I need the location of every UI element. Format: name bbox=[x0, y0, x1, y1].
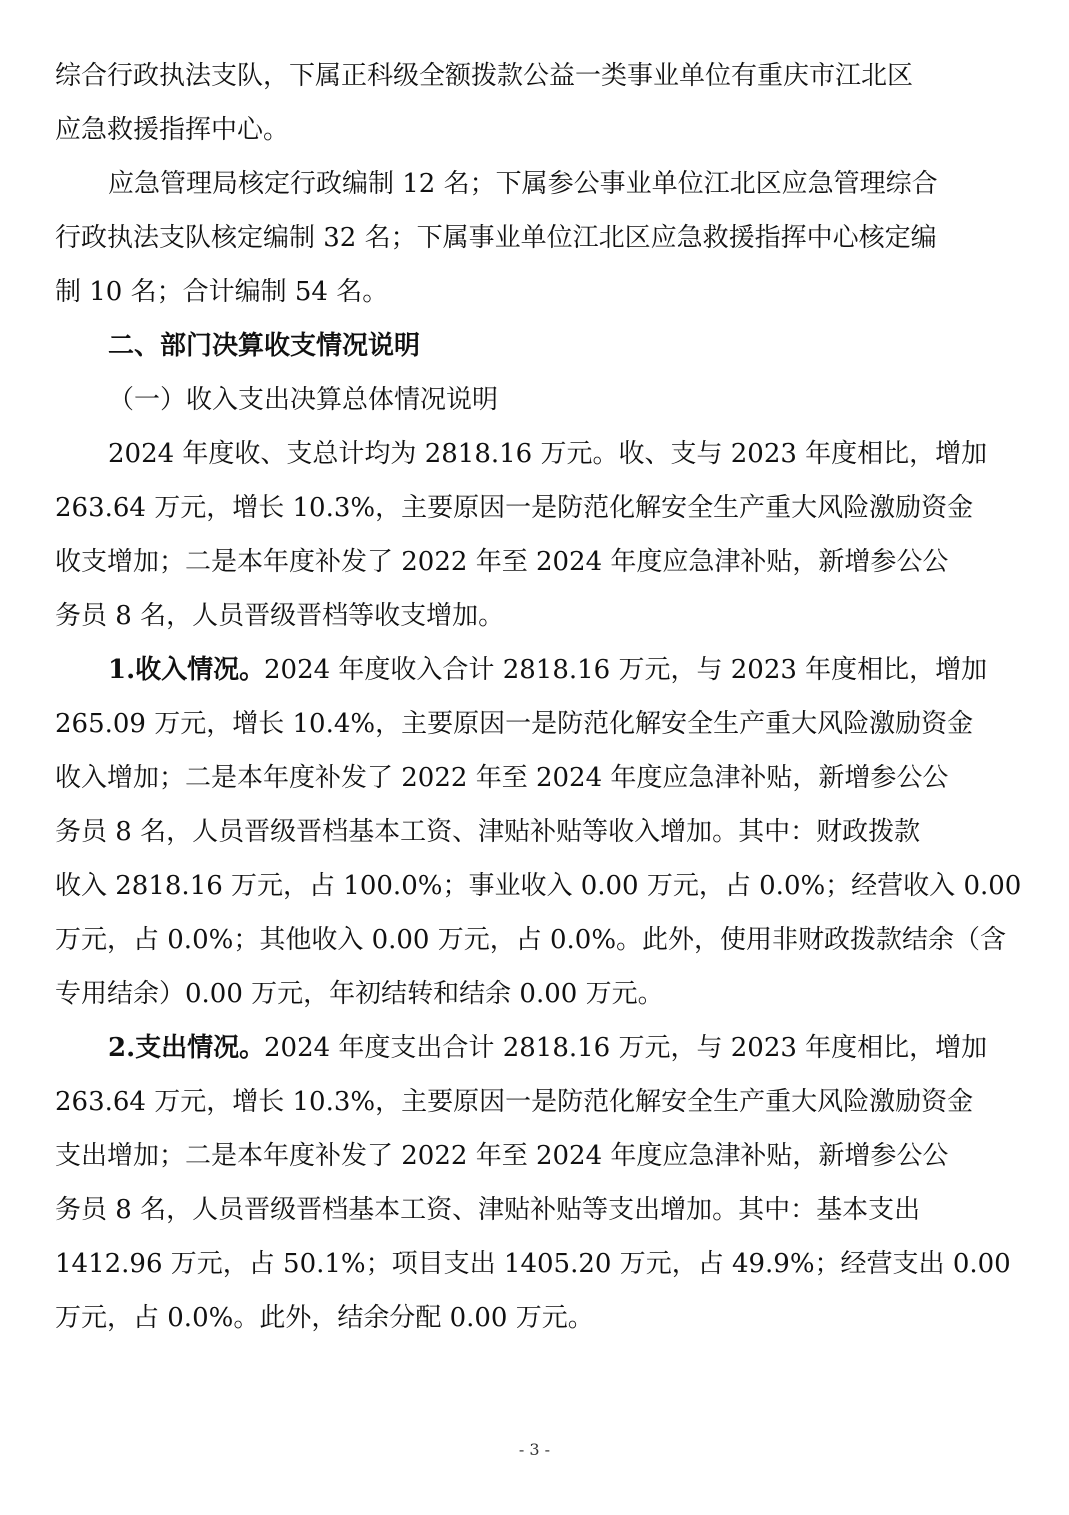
section-heading: 二、部门决算收支情况说明 bbox=[108, 331, 421, 361]
income-lead: 1.收入情况。 bbox=[108, 655, 266, 685]
income-paragraph-line-5: 收入 2818.16 万元，占 100.0%；事业收入 0.00 万元，占 0.0%；经营收入 0.00 bbox=[55, 871, 1022, 901]
income-paragraph-line-3: 收入增加；二是本年度补发了 2022 年至 2024 年度应急津补贴，新增参公公 bbox=[55, 763, 949, 793]
subsection-heading: （一）收入支出决算总体情况说明 bbox=[108, 385, 499, 415]
income-paragraph-line-2: 265.09 万元，增长 10.4%，主要原因一是防范化解安全生产重大风险激励资金 bbox=[55, 709, 974, 739]
expense-paragraph-line-6: 万元，占 0.0%。此外，结余分配 0.00 万元。 bbox=[55, 1303, 594, 1333]
paragraph-3-line-2: 263.64 万元，增长 10.3%，主要原因一是防范化解安全生产重大风险激励资金 bbox=[55, 493, 974, 523]
paragraph-1-line-2: 应急救援指挥中心。 bbox=[55, 115, 290, 145]
income-paragraph-line-4: 务员 8 名，人员晋级晋档基本工资、津贴补贴等收入增加。其中：财政拨款 bbox=[55, 817, 921, 847]
page-number: - 3 - bbox=[518, 1440, 551, 1459]
expense-paragraph-line-5: 1412.96 万元，占 50.1%；项目支出 1405.20 万元，占 49.9%；经营支出 0.00 bbox=[55, 1249, 1011, 1279]
expense-paragraph-line-2: 263.64 万元，增长 10.3%，主要原因一是防范化解安全生产重大风险激励资金 bbox=[55, 1087, 974, 1117]
paragraph-2-line-3: 制 10 名；合计编制 54 名。 bbox=[55, 277, 389, 307]
expense-paragraph-line-4: 务员 8 名，人员晋级晋档基本工资、津贴补贴等支出增加。其中：基本支出 bbox=[55, 1195, 921, 1225]
income-paragraph-line-1: 1.收入情况。 2024 年度收入合计 2818.16 万元，与 2023 年度相比，增加 bbox=[0, 650, 1069, 690]
income-paragraph-line-6: 万元，占 0.0%；其他收入 0.00 万元，占 0.0%。此外，使用非财政拨款结余（含 bbox=[55, 925, 1007, 955]
paragraph-3-line-4: 务员 8 名，人员晋级晋档等收支增加。 bbox=[55, 601, 505, 631]
expense-paragraph-line-1: 2.支出情况。 2024 年度支出合计 2818.16 万元，与 2023 年度相比，增加 bbox=[0, 1028, 1069, 1068]
paragraph-2-line-1: 应急管理局核定行政编制 12 名；下属参公事业单位江北区应急管理综合 bbox=[108, 169, 938, 199]
paragraph-3-line-1: 2024 年度收、支总计均为 2818.16 万元。收、支与 2023 年度相比，增加 bbox=[108, 439, 988, 469]
expense-paragraph-line-3: 支出增加；二是本年度补发了 2022 年至 2024 年度应急津补贴，新增参公公 bbox=[55, 1141, 949, 1171]
paragraph-1-line-1: 综合行政执法支队，下属正科级全额拨款公益一类事业单位有重庆市江北区 bbox=[55, 61, 914, 91]
income-paragraph-line-7: 专用结余）0.00 万元，年初结转和结余 0.00 万元。 bbox=[55, 979, 664, 1009]
paragraph-3-line-3: 收支增加；二是本年度补发了 2022 年至 2024 年度应急津补贴，新增参公公 bbox=[55, 547, 949, 577]
expense-lead: 2.支出情况。 bbox=[108, 1033, 266, 1063]
paragraph-2-line-2: 行政执法支队核定编制 32 名；下属事业单位江北区应急救援指挥中心核定编 bbox=[55, 223, 937, 253]
